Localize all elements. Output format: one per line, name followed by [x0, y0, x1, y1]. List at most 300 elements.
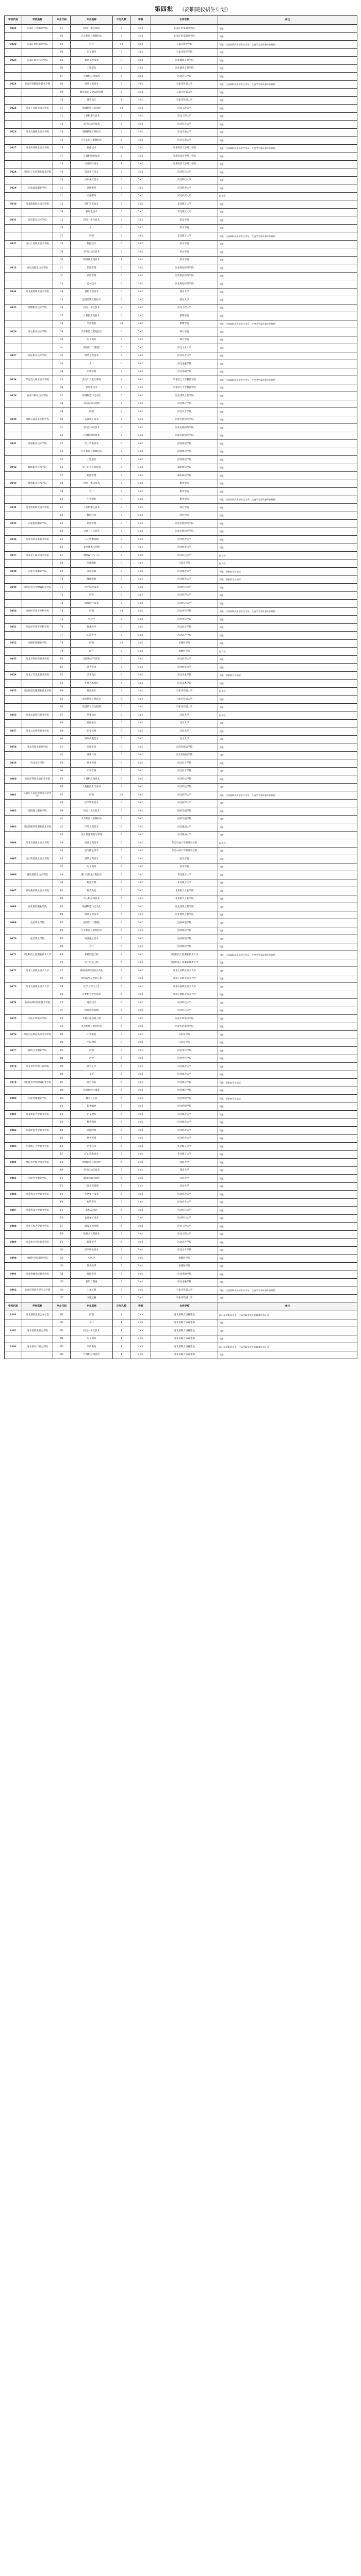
school-code-cell [5, 160, 22, 168]
major-code-cell: 87 [53, 711, 71, 720]
length-cell: 3+2 [130, 560, 151, 568]
school-code-cell: 0021 [5, 25, 22, 33]
length-cell: 3+2 [130, 711, 151, 720]
length-cell: 3+2 [130, 703, 151, 711]
partner-school-cell: 东北石油大学秦皇岛分校 [151, 839, 218, 848]
major-code-cell: E2 [53, 1111, 71, 1119]
length-cell: 3+2 [130, 655, 151, 664]
note-cell: 不限 [218, 128, 357, 137]
note-cell: 不限 [218, 472, 357, 480]
school-name-cell: 石家庄财经职业学院 [22, 41, 53, 49]
major-name-cell: 作物生产技术 [71, 1191, 113, 1199]
partner-school-cell: 河北科技师范学院 [151, 264, 218, 273]
length-cell: 3+2 [130, 648, 151, 656]
length-cell: 3+2 [130, 168, 151, 177]
length-cell: 3+2 [130, 584, 151, 592]
school-name-cell [22, 1319, 53, 1327]
note-cell: 不限 [218, 1166, 357, 1175]
length-cell: 3+2 [130, 216, 151, 225]
school-code-cell [5, 1055, 22, 1063]
partner-school-cell: 沧州师范学院 [151, 440, 218, 448]
major-code-cell: 33 [53, 280, 71, 289]
table-row [5, 951, 357, 959]
school-code-cell [5, 879, 22, 887]
length-cell: 3+2 [130, 240, 151, 248]
length-cell: 3+2 [130, 1230, 151, 1239]
major-name-cell: 护理 [71, 639, 113, 648]
table-row [5, 879, 357, 887]
partner-school-cell: 河北外国语学院 [151, 751, 218, 759]
major-code-cell: H3 [53, 1327, 71, 1335]
count-cell: 6 [113, 839, 130, 848]
major-code-cell: B5 [53, 919, 71, 927]
school-name-cell [22, 272, 53, 280]
count-cell: 8 [113, 967, 130, 975]
length-cell: 3+2 [130, 735, 151, 743]
note-cell: 不限 [218, 855, 357, 863]
school-name-cell: 渤海理工职业学院 [22, 807, 53, 816]
length-cell: 3+2 [130, 632, 151, 640]
partner-school-cell: 河北经贸大学 [151, 664, 218, 672]
school-code-cell: 0078 [5, 1063, 22, 1071]
school-code-cell [5, 751, 22, 759]
major-name-cell: 铁道机车 [71, 687, 113, 696]
partner-school-cell: 河北大学 [151, 735, 218, 743]
partner-school-cell: 石家庄机电职业学院 [151, 32, 218, 41]
count-cell: 6 [113, 1015, 130, 1023]
count-cell: 5 [113, 735, 130, 743]
major-name-cell: 计算机应用技术 [71, 312, 113, 320]
length-cell: 3+2 [130, 272, 151, 280]
table-row [5, 687, 357, 696]
school-name-cell: 河北劳动关系职业学院 [22, 536, 53, 544]
table-row [5, 703, 357, 711]
header-count: 计划人数 [113, 16, 130, 25]
note-cell: 不限 [218, 911, 357, 919]
school-code-cell [5, 248, 22, 257]
partner-school-cell: 河北科技大学 [151, 168, 218, 177]
table-row [5, 256, 357, 264]
major-name-cell: 商务英语 [71, 664, 113, 672]
length-cell: 2+3 [130, 1311, 151, 1319]
major-name-cell: 航空物流 [71, 887, 113, 895]
count-cell: 6 [113, 871, 130, 879]
school-name-cell [22, 137, 53, 145]
major-name-cell: 护理 [71, 607, 113, 616]
table-row [5, 664, 357, 672]
school-code-cell: 0081 [5, 1111, 22, 1119]
major-code-cell: 55 [53, 456, 71, 464]
length-cell: 3+2 [130, 1166, 151, 1175]
school-name-cell [22, 248, 53, 257]
school-name-cell [22, 112, 53, 121]
table-subheader [5, 1302, 357, 1311]
length-cell: 3+2 [130, 488, 151, 496]
page-subtitle: （高职院校招生计划） [179, 7, 231, 13]
length-cell: 3+2 [130, 1007, 151, 1015]
major-name-cell: 医学检验技术 [71, 1246, 113, 1255]
school-code-cell [5, 456, 22, 464]
school-name-cell: 承德医学院职业学院 [22, 1255, 53, 1263]
major-name-cell: 国土资源调查与管理 [71, 831, 113, 839]
note-cell: 不限 [218, 999, 357, 1007]
school-name-cell: 保定电力职业技术学院 [22, 376, 53, 384]
table-row [5, 943, 357, 951]
partner-school-cell: 河北民族师范学院 [151, 528, 218, 536]
major-name-cell: 会计 [71, 488, 113, 496]
major-name-cell: 建筑工程技术 [71, 911, 113, 919]
table-row [5, 1095, 357, 1103]
count-cell: 4 [113, 1343, 130, 1351]
table-row [5, 919, 357, 927]
major-code-cell: C7 [53, 1007, 71, 1015]
school-name-cell [22, 192, 53, 200]
length-cell: 3+2 [130, 376, 151, 384]
note-cell: 不限，须参加专业加试 [218, 568, 357, 576]
school-name-cell [22, 1039, 53, 1047]
school-name-cell [22, 384, 53, 392]
major-code-cell: 91 [53, 743, 71, 752]
school-code-cell: 0064 [5, 839, 22, 848]
length-cell: 3+2 [130, 96, 151, 105]
table-row [5, 552, 357, 560]
table-row [5, 632, 357, 640]
count-cell: 5 [113, 1007, 130, 1015]
table-row [5, 41, 357, 49]
table-row [5, 1143, 357, 1151]
major-code-cell: F3 [53, 1191, 71, 1199]
partner-school-cell: 石家庄财经学院 [151, 41, 218, 49]
table-row [5, 160, 357, 168]
major-code-cell: D6 [53, 1071, 71, 1079]
school-code-cell [5, 488, 22, 496]
note-cell: 不限 [218, 1143, 357, 1151]
length-cell: 3+2 [130, 536, 151, 544]
school-code-cell [5, 496, 22, 504]
count-cell: 6 [113, 416, 130, 424]
note-cell: 不限，往届高职高专毕业生学历，在校学生需具备毕业资格 [218, 41, 357, 49]
school-code-cell [5, 296, 22, 304]
major-code-cell: 44 [53, 368, 71, 376]
school-code-cell [5, 1278, 22, 1286]
note-cell: 不限，往届高职高专毕业生学历，在校学生需具备毕业资格 [218, 496, 357, 504]
school-code-cell [5, 1087, 22, 1095]
major-name-cell: 机电一体化技术 [71, 807, 113, 816]
school-code-cell: 0040 [5, 416, 22, 424]
table-row [5, 887, 357, 895]
table-row [5, 232, 357, 241]
count-cell: 10 [113, 639, 130, 648]
school-name-cell [22, 927, 53, 935]
major-name-cell: 模具设计与制造 [71, 344, 113, 352]
length-cell: 2+3 [130, 1335, 151, 1343]
school-name-cell: 石家庄邮电职业技术学院 [22, 999, 53, 1007]
partner-school-cell: 河北大学 [151, 1175, 218, 1183]
table-row [5, 192, 357, 200]
school-name-cell: 河北正定师范高等专科学校 [22, 1031, 53, 1039]
major-code-cell: 39 [53, 328, 71, 336]
partner-school-cell: 河北经贸大学 [151, 536, 218, 544]
major-name-cell: 计算机应用技术 [71, 1351, 113, 1359]
major-name-cell: 工程造价 [71, 456, 113, 464]
length-cell: 3+2 [130, 248, 151, 257]
length-cell: 3+2 [130, 871, 151, 879]
major-code-cell: B2 [53, 895, 71, 903]
table-row [5, 648, 357, 656]
partner-school-cell: 河北科技大学 [151, 999, 218, 1007]
count-cell: 5 [113, 1166, 130, 1175]
major-code-cell: 74 [53, 607, 71, 616]
count-cell: 5 [113, 25, 130, 33]
count-cell: 5 [113, 1134, 130, 1143]
major-code-cell: 15 [53, 137, 71, 145]
table-row [5, 1159, 357, 1167]
table-row [5, 328, 357, 336]
count-cell: 5 [113, 855, 130, 863]
count-cell: 6 [113, 137, 130, 145]
school-name-cell [22, 895, 53, 903]
partner-school-cell: 石家庄学院 [151, 1031, 218, 1039]
school-name-cell [22, 208, 53, 216]
school-name-cell [22, 1023, 53, 1031]
school-code-cell: 0084 [5, 1159, 22, 1167]
count-cell: 5 [113, 863, 130, 871]
major-code-cell: 11 [53, 105, 71, 113]
major-name-cell: 药学 [71, 591, 113, 600]
major-code-cell: 88 [53, 719, 71, 727]
table-row [5, 344, 357, 352]
count-cell: 6 [113, 216, 130, 225]
note-cell: 不限 [218, 312, 357, 320]
major-name-cell: 药学 [71, 1055, 113, 1063]
note-cell: 不限 [218, 456, 357, 464]
major-code-cell: E8 [53, 1159, 71, 1167]
table-row [5, 1246, 357, 1255]
note-cell: 不限，须参加专业加试 [218, 671, 357, 680]
partner-school-cell: 石家庄铁道大学 [151, 703, 218, 711]
length-cell: 3+2 [130, 607, 151, 616]
length-cell: 3+2 [130, 1191, 151, 1199]
major-code-cell: 99 [53, 807, 71, 816]
length-cell: 3+2 [130, 392, 151, 400]
school-name-cell: 石家庄工程职业学院 [22, 25, 53, 33]
partner-school-cell: 河北中医学院 [151, 1055, 218, 1063]
note-cell: 不限 [218, 408, 357, 416]
school-code-cell: 0026 [5, 128, 22, 137]
partner-school-cell: 华北理工大学 [151, 208, 218, 216]
major-name-cell: 电气自动化技术 [71, 424, 113, 432]
major-name-cell: 机电一体化技术 [71, 1327, 113, 1335]
major-code-cell: D9 [53, 1095, 71, 1103]
partner-school-cell: 唐山学院 [151, 256, 218, 264]
length-cell: 3+2 [130, 743, 151, 752]
school-code-cell [5, 1150, 22, 1159]
school-code-cell: 0031 [5, 216, 22, 225]
note-cell: 不限 [218, 1230, 357, 1239]
partner-school-cell: 河北传媒学院 [151, 1095, 218, 1103]
school-name-cell [22, 1087, 53, 1095]
major-code-cell: C9 [53, 1023, 71, 1031]
length-cell: 3+2 [130, 448, 151, 456]
count-cell: 5 [113, 911, 130, 919]
major-code-cell: B4 [53, 911, 71, 919]
partner-school-cell: 河北农业大学 [151, 1198, 218, 1207]
school-name-cell: 石家庄铁道大学四方学院 [22, 1286, 53, 1295]
length-cell: 3+2 [130, 25, 151, 33]
note-cell: 不限，往届高职高专毕业生学历，在校学生需具备毕业资格 [218, 607, 357, 616]
note-cell: 不限，往届高职高专毕业生学历，在校学生需具备毕业资格 [218, 232, 357, 241]
school-name-cell [22, 943, 53, 951]
partner-school-cell: 河北交通大学 [151, 137, 218, 145]
note-cell: 不限 [218, 304, 357, 312]
school-name-cell [22, 48, 53, 57]
school-name-cell [22, 959, 53, 967]
major-code-cell: 07 [53, 73, 71, 81]
table-row [5, 73, 357, 81]
partner-school-cell: 华北理工大学 [151, 200, 218, 209]
major-code-cell: 93 [53, 759, 71, 768]
school-code-cell: 0035 [5, 304, 22, 312]
note-cell: 不限 [218, 1127, 357, 1135]
school-name-cell: 河北资源环境职业技术学院 [22, 823, 53, 832]
length-cell: 3+2 [130, 416, 151, 424]
school-code-cell [5, 121, 22, 129]
table-row [5, 432, 357, 440]
major-name-cell: 机电一体化技术 [71, 216, 113, 225]
major-name-cell: 艺术设计 [71, 671, 113, 680]
major-name-cell: 数控技术 [71, 512, 113, 520]
count-cell: 5 [113, 943, 130, 951]
table-row [5, 360, 357, 368]
major-code-cell: B3 [53, 903, 71, 911]
major-name-cell: 工商企业管理 [71, 1182, 113, 1191]
school-name-cell [22, 1278, 53, 1286]
school-name-cell: 泊头职业学院 [22, 919, 53, 927]
school-name-cell [22, 1230, 53, 1239]
school-name-cell [22, 73, 53, 81]
school-code-cell [5, 224, 22, 232]
school-name-cell [22, 616, 53, 624]
major-name-cell: 油气储运技术 [71, 847, 113, 855]
partner-school-cell: 邢台学院 [151, 336, 218, 344]
school-code-cell: 0088 [5, 1223, 22, 1231]
table-row [5, 855, 357, 863]
count-cell: 5 [113, 1095, 130, 1103]
note-cell: 不限 [218, 623, 357, 632]
partner-school-cell: 河北医科大学 [151, 799, 218, 807]
school-code-cell [5, 616, 22, 624]
count-cell: 6 [113, 152, 130, 161]
school-name-cell [22, 591, 53, 600]
partner-school-cell: 燕山大学 [151, 288, 218, 296]
length-cell: 3+2 [130, 1278, 151, 1286]
major-code-cell: 05 [53, 57, 71, 65]
length-cell: 3+2 [130, 847, 151, 855]
partner-school-cell: 河北经贸大学 [151, 184, 218, 193]
count-cell: 6 [113, 192, 130, 200]
major-code-cell: 14 [53, 128, 71, 137]
table-row [5, 1071, 357, 1079]
length-cell: 3+2 [130, 807, 151, 816]
count-cell: 6 [113, 727, 130, 736]
school-name-cell [22, 975, 53, 983]
school-code-cell: 0029 [5, 184, 22, 193]
major-code-cell: A4 [53, 839, 71, 848]
table-row [5, 1111, 357, 1119]
major-code-cell: 46 [53, 384, 71, 392]
note-cell: 不限 [218, 200, 357, 209]
note-cell: 不限 [218, 735, 357, 743]
note-cell: 不限，往届高职高专毕业生学历，在校学生需具备毕业资格 [218, 791, 357, 800]
school-name-cell: 任丘职业学院 [22, 935, 53, 943]
major-name-cell: 通信技术 [71, 999, 113, 1007]
school-code-cell [5, 312, 22, 320]
major-code-cell: 01 [53, 25, 71, 33]
school-name-cell: 廊坊职业技术学院 [22, 464, 53, 472]
note-cell: 不限 [218, 887, 357, 895]
note-cell: 不限 [218, 1111, 357, 1119]
length-cell: 3+2 [130, 464, 151, 472]
school-name-cell: 邢台职业技术学院 [22, 328, 53, 336]
school-code-cell: 0071 [5, 951, 22, 959]
major-name-cell: 道路桥梁工程技术 [71, 128, 113, 137]
major-code-cell: 34 [53, 288, 71, 296]
table-row [5, 616, 357, 624]
school-name-cell [22, 783, 53, 791]
major-name-cell: 财务管理 [71, 759, 113, 768]
note-cell: 限女性 [218, 648, 357, 656]
major-code-cell: F8 [53, 1230, 71, 1239]
major-name-cell: 酒店管理 [71, 272, 113, 280]
partner-school-cell: 河北科技大学 [151, 1007, 218, 1015]
partner-school-cell: 河北北方学院 [151, 408, 218, 416]
major-code-cell: 06 [53, 64, 71, 73]
count-cell: 5 [113, 1055, 130, 1063]
partner-school-cell: 河北科技大学 [151, 552, 218, 560]
note-cell: 不限 [218, 1039, 357, 1047]
major-name-cell: 电气自动化技术 [71, 248, 113, 257]
partner-school-cell: 沧州师范学院 [151, 943, 218, 951]
table-row [5, 1319, 357, 1327]
subheader-count: 计划人数 [113, 1302, 130, 1311]
school-code-cell: 0053 [5, 655, 22, 664]
school-code-cell [5, 975, 22, 983]
table-row [5, 392, 357, 400]
note-cell: 不限 [218, 935, 357, 943]
school-name-cell [22, 312, 53, 320]
table-row [5, 1039, 357, 1047]
partner-school-cell: 河北中医学院 [151, 607, 218, 616]
table-body [5, 25, 357, 1302]
partner-school-cell: 河北体育学院 [151, 1079, 218, 1087]
school-code-cell [5, 1262, 22, 1270]
major-name-cell: 社会工作 [71, 1063, 113, 1071]
length-cell: 3+2 [130, 727, 151, 736]
school-name-cell [22, 1007, 53, 1015]
major-name-cell: 中医学 [71, 1255, 113, 1263]
length-cell: 3+2 [130, 280, 151, 289]
school-code-cell: 0023 [5, 57, 22, 65]
school-code-cell [5, 432, 22, 440]
major-code-cell: 85 [53, 696, 71, 704]
note-cell: 不限，往届高职高专毕业生学历，在校学生需具备毕业资格 [218, 951, 357, 959]
major-code-cell: G7 [53, 1294, 71, 1302]
partner-school-cell: 承德医学院 [151, 1262, 218, 1270]
count-cell: 6 [113, 264, 130, 273]
partner-school-cell: 石家庄铁道大学 [151, 696, 218, 704]
length-cell: 3+2 [130, 296, 151, 304]
note-cell: 不限 [218, 1150, 357, 1159]
